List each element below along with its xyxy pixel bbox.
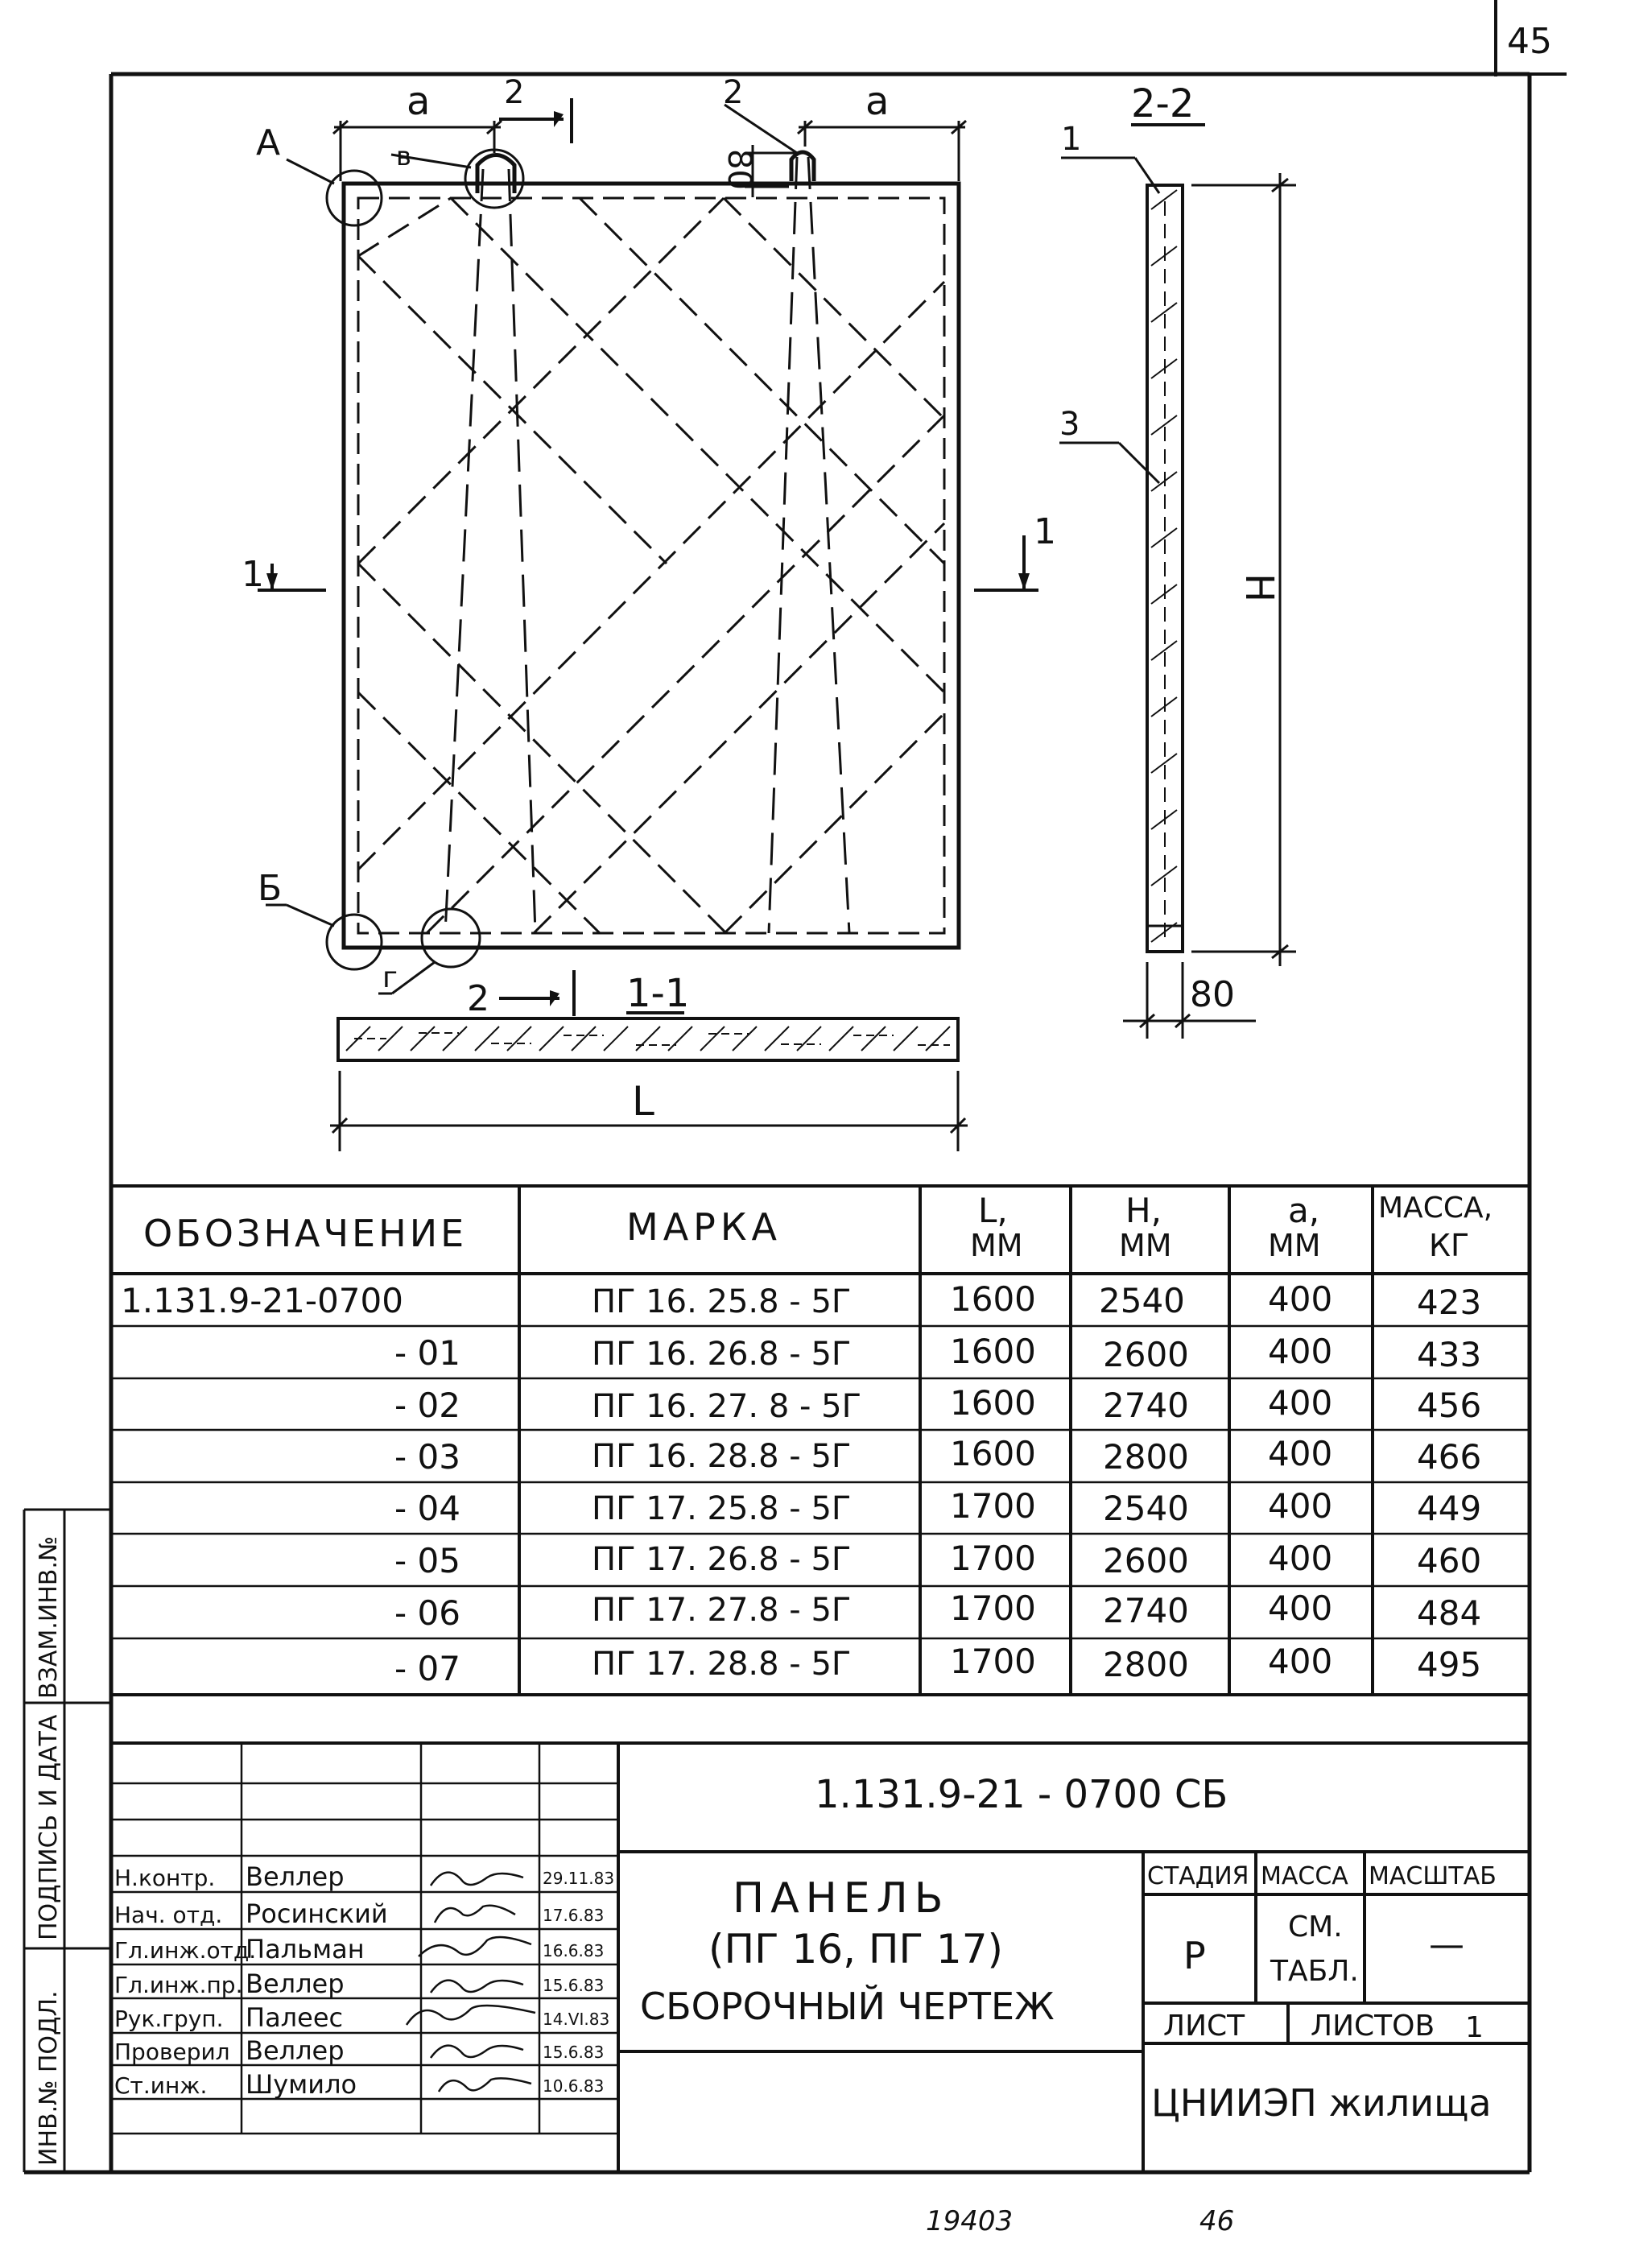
header-a: a, bbox=[1288, 1191, 1320, 1230]
row-designation: - 03 bbox=[394, 1437, 460, 1477]
table-row bbox=[394, 1588, 1481, 1633]
header-mark: Марка bbox=[626, 1205, 782, 1249]
panel-elevation bbox=[242, 74, 1056, 1019]
row-designation: - 07 bbox=[394, 1649, 460, 1688]
scale-value: — bbox=[1429, 1924, 1464, 1965]
row-L: 1700 bbox=[950, 1539, 1036, 1578]
table-row bbox=[394, 1332, 1481, 1374]
signature-scribble bbox=[439, 2078, 531, 2092]
title-line1: Панель bbox=[733, 1874, 950, 1923]
signature-scribble bbox=[435, 1906, 515, 1923]
sig-name: Веллер bbox=[246, 1861, 345, 1892]
section-1-mark-right bbox=[974, 535, 1038, 590]
row-a: 400 bbox=[1268, 1332, 1333, 1371]
panel-outline bbox=[344, 184, 959, 948]
label-a-left: a bbox=[407, 79, 431, 124]
callout-1: 1 bbox=[1061, 121, 1082, 158]
row-mass: 466 bbox=[1417, 1437, 1482, 1477]
signature-scribble bbox=[419, 1937, 531, 1956]
detail-circle-G bbox=[422, 909, 480, 967]
drawing-frame bbox=[24, 74, 1530, 2172]
row-mark: ПГ 16. 25.8 - 5Г bbox=[592, 1283, 852, 1320]
sig-date: 17.6.83 bbox=[543, 1906, 605, 1925]
row-mark: ПГ 16. 27. 8 - 5Г bbox=[592, 1388, 861, 1425]
row-designation: - 06 bbox=[394, 1593, 460, 1633]
spec-table bbox=[111, 1186, 1530, 1695]
label-L: L bbox=[632, 1078, 654, 1125]
row-mark: ПГ 17. 27.8 - 5Г bbox=[592, 1592, 852, 1629]
sig-name: Шумило bbox=[246, 2069, 357, 2100]
signature-scribble bbox=[431, 1873, 523, 1886]
scale-header: Масштаб bbox=[1369, 1862, 1497, 1890]
sig-role: Нач. отд. bbox=[114, 1902, 223, 1928]
row-mark: ПГ 16. 28.8 - 5Г bbox=[592, 1438, 852, 1475]
sig-role: Проверил bbox=[114, 2039, 230, 2065]
row-mass: 484 bbox=[1417, 1593, 1482, 1633]
signature-row bbox=[114, 2002, 609, 2033]
detail-circle-B bbox=[327, 915, 382, 969]
row-H: 2600 bbox=[1103, 1335, 1189, 1374]
label-2-top-left: 2 bbox=[504, 74, 525, 111]
row-H: 2800 bbox=[1103, 1437, 1189, 1477]
doc-code: 1.131.9-21 - 0700 СБ bbox=[815, 1772, 1228, 1817]
row-designation: - 01 bbox=[394, 1333, 460, 1373]
sheets-label: Листов bbox=[1311, 2010, 1435, 2043]
diagonal-reinforcement bbox=[358, 198, 944, 933]
row-a: 400 bbox=[1268, 1539, 1333, 1578]
sig-name: Веллер bbox=[246, 1968, 345, 1999]
signature-row bbox=[114, 1934, 604, 1964]
section-2-mark-bottom bbox=[499, 970, 574, 1016]
page-number: 45 bbox=[1507, 21, 1552, 62]
row-mass: 433 bbox=[1417, 1335, 1482, 1374]
sig-date: 14.VI.83 bbox=[543, 2010, 610, 2029]
section-2-2 bbox=[1059, 81, 1296, 1039]
header-designation: Обозначение bbox=[143, 1212, 468, 1255]
side-label-podpis: Подпись и дата bbox=[35, 1714, 63, 1940]
mass-header: Масса bbox=[1261, 1862, 1348, 1890]
section-2-2-hatch bbox=[1151, 190, 1177, 942]
sig-role: Гл.инж.отд. bbox=[114, 1937, 257, 1964]
section-1-1-title: 1-1 bbox=[626, 971, 690, 1016]
sheets-value: 1 bbox=[1465, 2011, 1484, 2044]
row-mass: 495 bbox=[1417, 1645, 1482, 1684]
sig-name: Веллер bbox=[246, 2035, 345, 2066]
title-block bbox=[111, 1743, 1530, 2172]
organization: ЦНИИЭП жилища bbox=[1151, 2081, 1492, 2125]
row-designation: - 04 bbox=[394, 1489, 460, 1528]
signature-scribble bbox=[431, 1981, 523, 1993]
sig-date: 29.11.83 bbox=[543, 1869, 615, 1888]
section-2-2-title: 2-2 bbox=[1131, 81, 1195, 126]
mass-value-1: см. bbox=[1288, 1911, 1343, 1944]
row-L: 1600 bbox=[950, 1332, 1036, 1371]
row-mass: 456 bbox=[1417, 1386, 1482, 1425]
signature-row bbox=[114, 2035, 604, 2066]
title-line2: (ПГ 16, ПГ 17) bbox=[708, 1926, 1004, 1973]
row-a: 400 bbox=[1268, 1434, 1333, 1473]
header-H-unit: мм bbox=[1119, 1228, 1172, 1263]
row-a: 400 bbox=[1268, 1642, 1333, 1681]
header-L-unit: мм bbox=[970, 1228, 1023, 1263]
stage-header: Стадия bbox=[1147, 1862, 1249, 1890]
label-80-bottom: 80 bbox=[1190, 974, 1235, 1015]
row-designation: 1.131.9-21-0700 bbox=[121, 1281, 403, 1320]
label-g: г bbox=[382, 961, 398, 994]
label-a-right: a bbox=[865, 79, 890, 124]
label-B: Б bbox=[258, 868, 283, 909]
row-a: 400 bbox=[1268, 1279, 1333, 1319]
row-mark: ПГ 16. 26.8 - 5Г bbox=[592, 1336, 852, 1373]
table-row bbox=[394, 1383, 1481, 1425]
label-2-bottom: 2 bbox=[467, 978, 489, 1019]
row-mass: 423 bbox=[1417, 1283, 1482, 1322]
row-a: 400 bbox=[1268, 1383, 1333, 1423]
label-b-small: в bbox=[396, 141, 411, 171]
row-designation: - 02 bbox=[394, 1386, 460, 1425]
row-H: 2600 bbox=[1103, 1541, 1189, 1580]
table-row bbox=[121, 1279, 1481, 1322]
label-80-vertical: 80 bbox=[720, 149, 758, 190]
row-mass: 460 bbox=[1417, 1541, 1482, 1580]
row-H: 2740 bbox=[1103, 1591, 1189, 1630]
row-L: 1600 bbox=[950, 1434, 1036, 1473]
sig-date: 16.6.83 bbox=[543, 1941, 605, 1960]
label-1-left: 1 bbox=[242, 554, 264, 595]
label-A: А bbox=[256, 122, 281, 163]
label-2-top-right: 2 bbox=[723, 74, 744, 111]
row-designation: - 05 bbox=[394, 1541, 460, 1580]
row-H: 2540 bbox=[1099, 1281, 1185, 1320]
side-label-vzam: Взам.инв.№ bbox=[35, 1535, 63, 1699]
sig-name: Палеес bbox=[246, 2002, 344, 2033]
row-H: 2800 bbox=[1103, 1645, 1189, 1684]
stage-value: Р bbox=[1183, 1934, 1206, 1977]
sig-role: Ст.инж. bbox=[114, 2072, 208, 2099]
signature-row bbox=[114, 1968, 604, 1999]
sig-date: 10.6.83 bbox=[543, 2076, 605, 2096]
sig-role: Гл.инж.пр. bbox=[114, 1972, 243, 1998]
section-1-1 bbox=[330, 971, 968, 1151]
table-row bbox=[394, 1434, 1481, 1477]
footer-code-right: 46 bbox=[1199, 2205, 1235, 2237]
row-mass: 449 bbox=[1417, 1489, 1482, 1528]
dim-H bbox=[1191, 173, 1296, 966]
signature-scribble bbox=[407, 2006, 535, 2025]
header-H: H, bbox=[1125, 1191, 1162, 1230]
mass-value-2: табл. bbox=[1270, 1955, 1359, 1988]
title-line3: Сборочный чертеж bbox=[640, 1985, 1055, 2028]
header-mass: Масса, bbox=[1378, 1192, 1493, 1225]
signature-row bbox=[114, 2069, 604, 2100]
sheet-label: Лист bbox=[1163, 2010, 1245, 2043]
sig-name: Пальман bbox=[246, 1934, 365, 1964]
header-L: L, bbox=[978, 1191, 1008, 1230]
panel-inner-reinforcement bbox=[358, 198, 944, 933]
row-mark: ПГ 17. 25.8 - 5Г bbox=[592, 1490, 852, 1527]
sig-role: Рук.груп. bbox=[114, 2006, 224, 2032]
signature-row bbox=[114, 1898, 604, 1929]
row-L: 1700 bbox=[950, 1486, 1036, 1526]
row-a: 400 bbox=[1268, 1588, 1333, 1628]
sig-date: 15.6.83 bbox=[543, 1976, 605, 1995]
row-H: 2740 bbox=[1103, 1386, 1189, 1425]
table-row bbox=[394, 1539, 1481, 1580]
footer-code-left: 19403 bbox=[926, 2205, 1014, 2237]
side-stamp bbox=[24, 1510, 111, 2172]
sig-name: Росинский bbox=[246, 1898, 388, 1929]
dim-a-right bbox=[798, 121, 966, 181]
label-H: H bbox=[1237, 573, 1282, 603]
table-row bbox=[394, 1642, 1481, 1688]
header-mass-unit: кг bbox=[1429, 1228, 1470, 1263]
label-1-right: 1 bbox=[1034, 511, 1056, 552]
row-L: 1600 bbox=[950, 1383, 1036, 1423]
signature-scribble bbox=[431, 2046, 523, 2058]
row-a: 400 bbox=[1268, 1486, 1333, 1526]
header-a-unit: мм bbox=[1268, 1228, 1321, 1263]
sig-date: 15.6.83 bbox=[543, 2043, 605, 2062]
row-L: 1700 bbox=[950, 1588, 1036, 1628]
row-mark: ПГ 17. 28.8 - 5Г bbox=[592, 1646, 852, 1683]
section-1-1-hatch bbox=[346, 1027, 950, 1051]
sig-role: Н.контр. bbox=[114, 1865, 216, 1891]
row-L: 1600 bbox=[950, 1279, 1036, 1319]
side-label-inv: Инв.№ подл. bbox=[35, 1990, 63, 2166]
table-row bbox=[394, 1486, 1481, 1528]
page-number-box bbox=[1496, 0, 1567, 76]
callout-3: 3 bbox=[1059, 406, 1080, 443]
row-mark: ПГ 17. 26.8 - 5Г bbox=[592, 1541, 852, 1578]
row-L: 1700 bbox=[950, 1642, 1036, 1681]
row-H: 2540 bbox=[1103, 1489, 1189, 1528]
